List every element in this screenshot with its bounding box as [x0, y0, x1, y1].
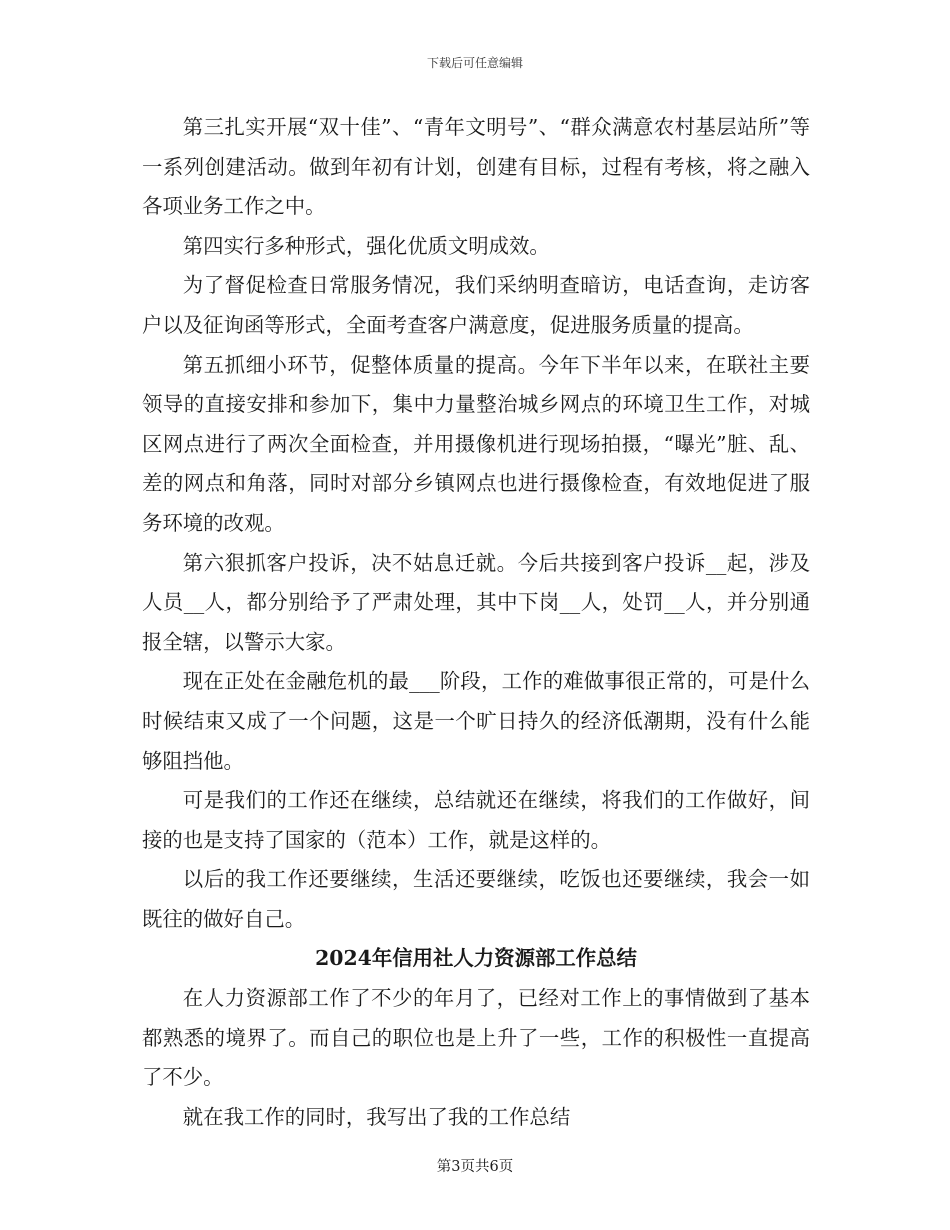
section-title: 2024年信用社人力资源部工作总结 — [315, 946, 637, 971]
paragraph-financial-crisis: 现在正处在金融危机的最___阶段，工作的难做事很正常的，可是什么时候结束又成了一个问题，这是一个旷日持久的经济低潮期，没有什么能够阻挡他。 — [142, 669, 810, 773]
section-paragraph-2: 就在我工作的同时，我写出了我的工作总结 — [182, 1104, 571, 1129]
paragraph-6: 第六狠抓客户投诉，决不姑息迁就。今后共接到客户投诉__起，涉及人员__人，都分别给予了严肃处理，其中下岗__人，处罚__人，并分别通报全辖，以警示大家。 — [142, 550, 810, 654]
paragraph-work-continues: 可是我们的工作还在继续，总结就还在继续，将我们的工作做好，间接的也是支持了国家的（范本）工作，就是这样的。 — [142, 788, 810, 852]
document-body — [142, 108, 810, 1137]
paragraph-3: 第三扎实开展“双十佳”、“青年文明号”、“群众满意农村基层站所”等一系列创建活动。做到年初有计划，创建有目标，过程有考核，将之融入各项业务工作之中。 — [142, 115, 810, 219]
section-paragraph-1: 在人力资源部工作了不少的年月了，已经对工作上的事情做到了基本都熟悉的境界了。而自己的职位也是上升了一些，工作的积极性一直提高了不少。 — [142, 986, 810, 1090]
paragraph-future: 以后的我工作还要继续，生活还要继续，吃饭也还要继续，我会一如既往的做好自己。 — [142, 867, 810, 931]
paragraph-5: 第五抓细小环节，促整体质量的提高。今年下半年以来，在联社主要领导的直接安排和参加下，集中力量整治城乡网点的环境卫生工作，对城区网点进行了两次全面检查，并用摄像机进行现场拍摄，“曝光”脏、乱、差的网点和角落，同时对部分乡镇网点也进行摄像检查，有效地促进了服务环境的改观。 — [142, 352, 810, 535]
page-number: 第3页共6页 — [436, 1159, 514, 1175]
paragraph-supervision: 为了督促检查日常服务情况，我们采纳明查暗访，电话查询，走访客户以及征询函等形式，全面考查客户满意度，促进服务质量的提高。 — [142, 273, 810, 337]
header-note: 下载后可任意编辑 — [426, 56, 523, 70]
paragraph-4: 第四实行多种形式，强化优质文明成效。 — [182, 233, 550, 258]
